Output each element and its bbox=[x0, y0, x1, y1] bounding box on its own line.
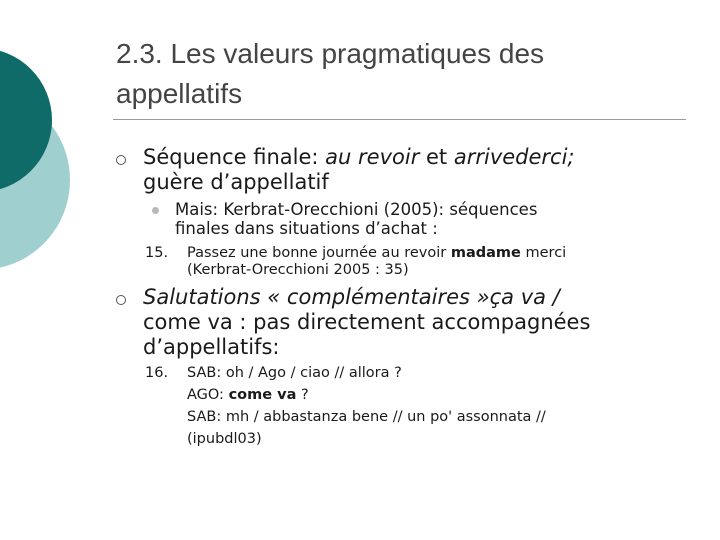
example-15-line-1 bbox=[187, 245, 566, 262]
example-16-line-2-post: ? bbox=[296, 387, 309, 403]
term-au-revoir: au revoir bbox=[325, 145, 420, 169]
bullet-2-line-1: Salutations « complémentaires »ça va / bbox=[143, 285, 560, 309]
example-16-line-4: (ipubdl03) bbox=[187, 431, 262, 447]
example-15-number: 15. bbox=[145, 245, 169, 261]
bullet-1-middle: et bbox=[419, 145, 454, 169]
bullet-salutations bbox=[143, 285, 590, 360]
hollow-circle-bullet-icon bbox=[116, 155, 126, 165]
example-15-line-2: (Kerbrat-Orecchioni 2005 : 35) bbox=[187, 262, 409, 278]
example-16-line-1: SAB: oh / Ago / ciao // allora ? bbox=[187, 365, 402, 381]
slide-title bbox=[116, 34, 696, 114]
example-16-line-2 bbox=[187, 384, 546, 406]
bullet-sequence-finale bbox=[143, 145, 575, 195]
decorative-circles bbox=[0, 0, 80, 300]
hollow-circle-bullet-icon bbox=[116, 295, 126, 305]
example-16-number: 16. bbox=[145, 365, 169, 381]
example-15 bbox=[145, 245, 566, 279]
term-arrivederci: arrivederci; bbox=[453, 145, 575, 169]
title-divider bbox=[113, 119, 686, 120]
bullet-1-line-1 bbox=[143, 145, 575, 170]
bullet-2-line-2: come va : pas directement accompagnées bbox=[143, 310, 591, 334]
example-16-line-2-pre: AGO: bbox=[187, 387, 229, 403]
bullet-1-line-2: guère d’appellatif bbox=[143, 170, 329, 194]
filled-dot-bullet-icon bbox=[152, 207, 159, 214]
bullet-1-prefix: Séquence finale: bbox=[143, 145, 326, 169]
example-16-line-3: SAB: mh / abbastanza bene // un po' assonnata // bbox=[187, 409, 546, 425]
sub-bullet-line-1: Mais: Kerbrat-Orecchioni (2005): séquences bbox=[175, 200, 538, 219]
example-15-pre: Passez une bonne journée au revoir bbox=[187, 245, 451, 261]
example-16-bold: come va bbox=[228, 387, 297, 403]
example-15-post: merci bbox=[520, 245, 567, 261]
example-15-bold: madame bbox=[450, 245, 521, 261]
sub-bullet-kerbrat bbox=[175, 200, 537, 238]
bullet-2-line-3: d’appellatifs: bbox=[143, 335, 280, 359]
sub-bullet-line-2: finales dans situations d’achat : bbox=[175, 219, 438, 238]
title-line-1: 2.3. Les valeurs pragmatiques des bbox=[116, 38, 545, 69]
example-16 bbox=[145, 362, 546, 450]
title-line-2: appellatifs bbox=[116, 78, 243, 109]
